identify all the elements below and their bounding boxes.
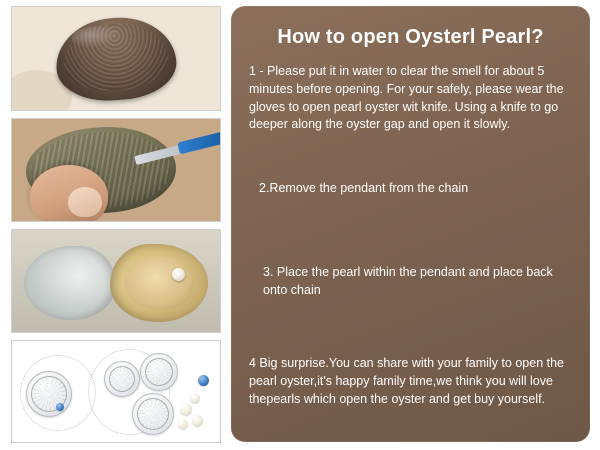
pearl-cage-pendant-shape [140,353,178,391]
instruction-step-4: 4 Big surprise.You can share with your family to open the pearl oyster,it's happy family time,we think you will love thepearls which open the oyster and get buy yourself. [249,356,564,406]
instruction-step-2: 2.Remove the pendant from the chain [259,181,469,195]
oyster-shell-shape [53,13,178,103]
instruction-step-1: 1 - Please put it in water to clear the smell for about 5 minutes before opening. For your safely, please wear the gloves to open pearl oyster wit knife. Using a knife to go deeper along the oyster gap and open it slowly. [249,64,564,132]
pearl-bead-shape [180,403,192,415]
left-shell-shape [24,246,116,320]
knife-handle-shape [177,132,221,155]
photo-column [11,6,221,444]
closed-oyster-shell-photo [11,6,221,111]
pearl-cage-pendant-shape [104,361,140,397]
blue-bead-shape [198,375,209,386]
oyster-flesh-shape [124,256,194,310]
pearl-cage-pendant-shape [26,371,72,417]
pearl-cage-pendant-shape [132,393,174,435]
opened-oyster-with-pearl-photo [11,229,221,333]
opening-oyster-with-knife-photo [11,118,221,222]
thumbnail-shape [68,187,102,217]
pearl-cage-pendants-photo [11,340,221,443]
pearl-bead-shape [190,393,200,403]
pearl-bead-shape [192,415,203,426]
blue-bead-shape [56,403,64,411]
page-title: How to open Oysterl Pearl? [277,26,544,48]
instruction-step-3: 3. Place the pearl within the pendant and place back onto chain [263,264,553,297]
instructions-panel [231,6,590,442]
pearl-bead-shape [178,419,188,429]
thumb-shape [30,165,108,222]
pearl-shape [172,268,185,281]
